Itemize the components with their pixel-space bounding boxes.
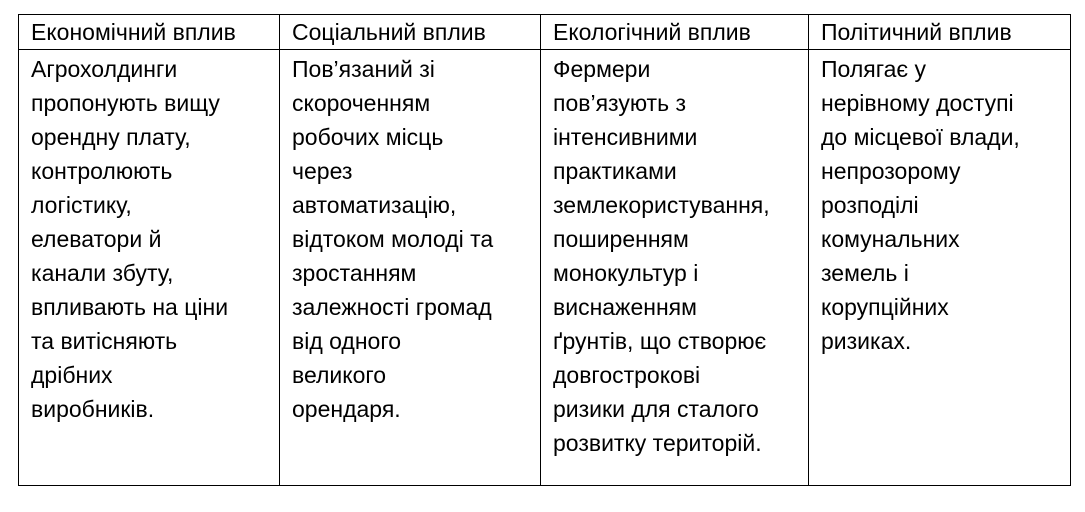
table-header-row [19,15,1071,50]
table-row [19,50,1071,486]
impact-table [18,14,1071,486]
cell-ecological: Фермери пов’язують з інтенсивними практиками землекористування, поширенням монокультур і виснаженням ґрунтів, що створює довгострокові ризики для сталого розвитку територій. [541,50,809,486]
header-social: Соціальний вплив [280,15,541,50]
header-economic: Економічний вплив [19,15,280,50]
cell-political: Полягає у нерівному доступі до місцевої влади, непрозорому розподілі комунальних земель і корупційних ризиках. [809,50,1071,486]
header-ecological: Екологічний вплив [541,15,809,50]
cell-economic: Агрохолдинги пропонують вищу орендну плату, контролюють логістику, елеватори й канали збуту, впливають на ціни та витісняють дрібних виробників. [19,50,280,486]
cell-social: Пов’язаний зі скороченням робочих місць через автоматизацію, відтоком молоді та зростанням залежності громад від одного великого орендаря. [280,50,541,486]
header-political: Політичний вплив [809,15,1071,50]
